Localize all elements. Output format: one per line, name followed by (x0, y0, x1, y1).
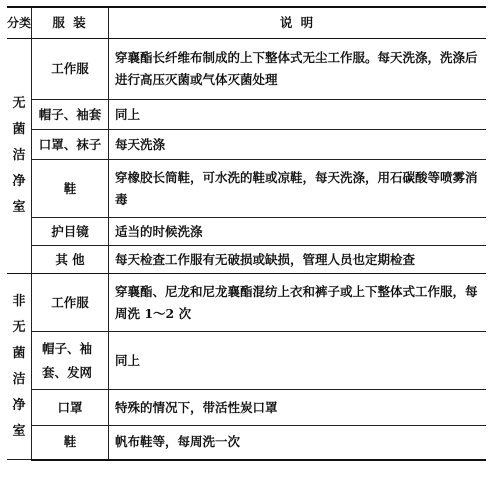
table-row (7, 274, 486, 332)
category-sterile (7, 39, 32, 274)
table-row (7, 39, 486, 100)
desc-cell: 穿襄酯、尼龙和尼龙襄酯混纺上衣和裤子或上下整体式工作服，每周洗 1～2 次 (109, 274, 487, 332)
header-clothing: 服 装 (32, 7, 109, 39)
desc-cell: 每天检查工作服有无破损或缺损，管理人员也定期检查 (109, 246, 487, 274)
desc-cell: 穿襄酯长纤维布制成的上下整体式无尘工作服。每天洗涤，洗涤后进行高压灭菌或气体灭菌处理 (109, 39, 487, 100)
desc-cell: 穿橡胶长筒鞋，可水洗的鞋或凉鞋，每天洗涤，用石碳酸等喷雾消毒 (109, 160, 487, 218)
table-row (7, 390, 486, 426)
item-cell: 口罩 (32, 390, 109, 426)
item-cell: 口罩、袜子 (32, 130, 109, 160)
header-row (7, 7, 486, 39)
item-cell: 鞋 (32, 160, 109, 218)
desc-cell: 特殊的情况下，带活性炭口罩 (109, 390, 487, 426)
header-description: 说 明 (109, 7, 487, 39)
category-label: 无菌洁净室 (12, 96, 26, 215)
clothing-table (7, 6, 486, 461)
item-cell: 工作服 (32, 39, 109, 100)
table-row (7, 426, 486, 460)
item-cell: 工作服 (32, 274, 109, 332)
item-cell: 帽子、袖套、发网 (32, 332, 109, 390)
desc-cell: 同上 (109, 332, 487, 390)
category-label: 非无菌洁净室 (12, 293, 26, 439)
desc-cell: 同上 (109, 100, 487, 130)
table-row (7, 332, 486, 390)
header-category: 分类 (7, 7, 32, 39)
item-cell: 帽子、袖套 (32, 100, 109, 130)
desc-cell: 适当的时候洗涤 (109, 218, 487, 246)
item-cell: 其 他 (32, 246, 109, 274)
item-cell: 鞋 (32, 426, 109, 460)
desc-cell: 帆布鞋等，每周洗一次 (109, 426, 487, 460)
table-row (7, 246, 486, 274)
table-row (7, 100, 486, 130)
table-row (7, 160, 486, 218)
table-row (7, 218, 486, 246)
table-wrapper (7, 6, 486, 461)
category-nonsterile (7, 274, 32, 460)
desc-cell: 每天洗涤 (109, 130, 487, 160)
item-cell: 护目镜 (32, 218, 109, 246)
table-row (7, 130, 486, 160)
